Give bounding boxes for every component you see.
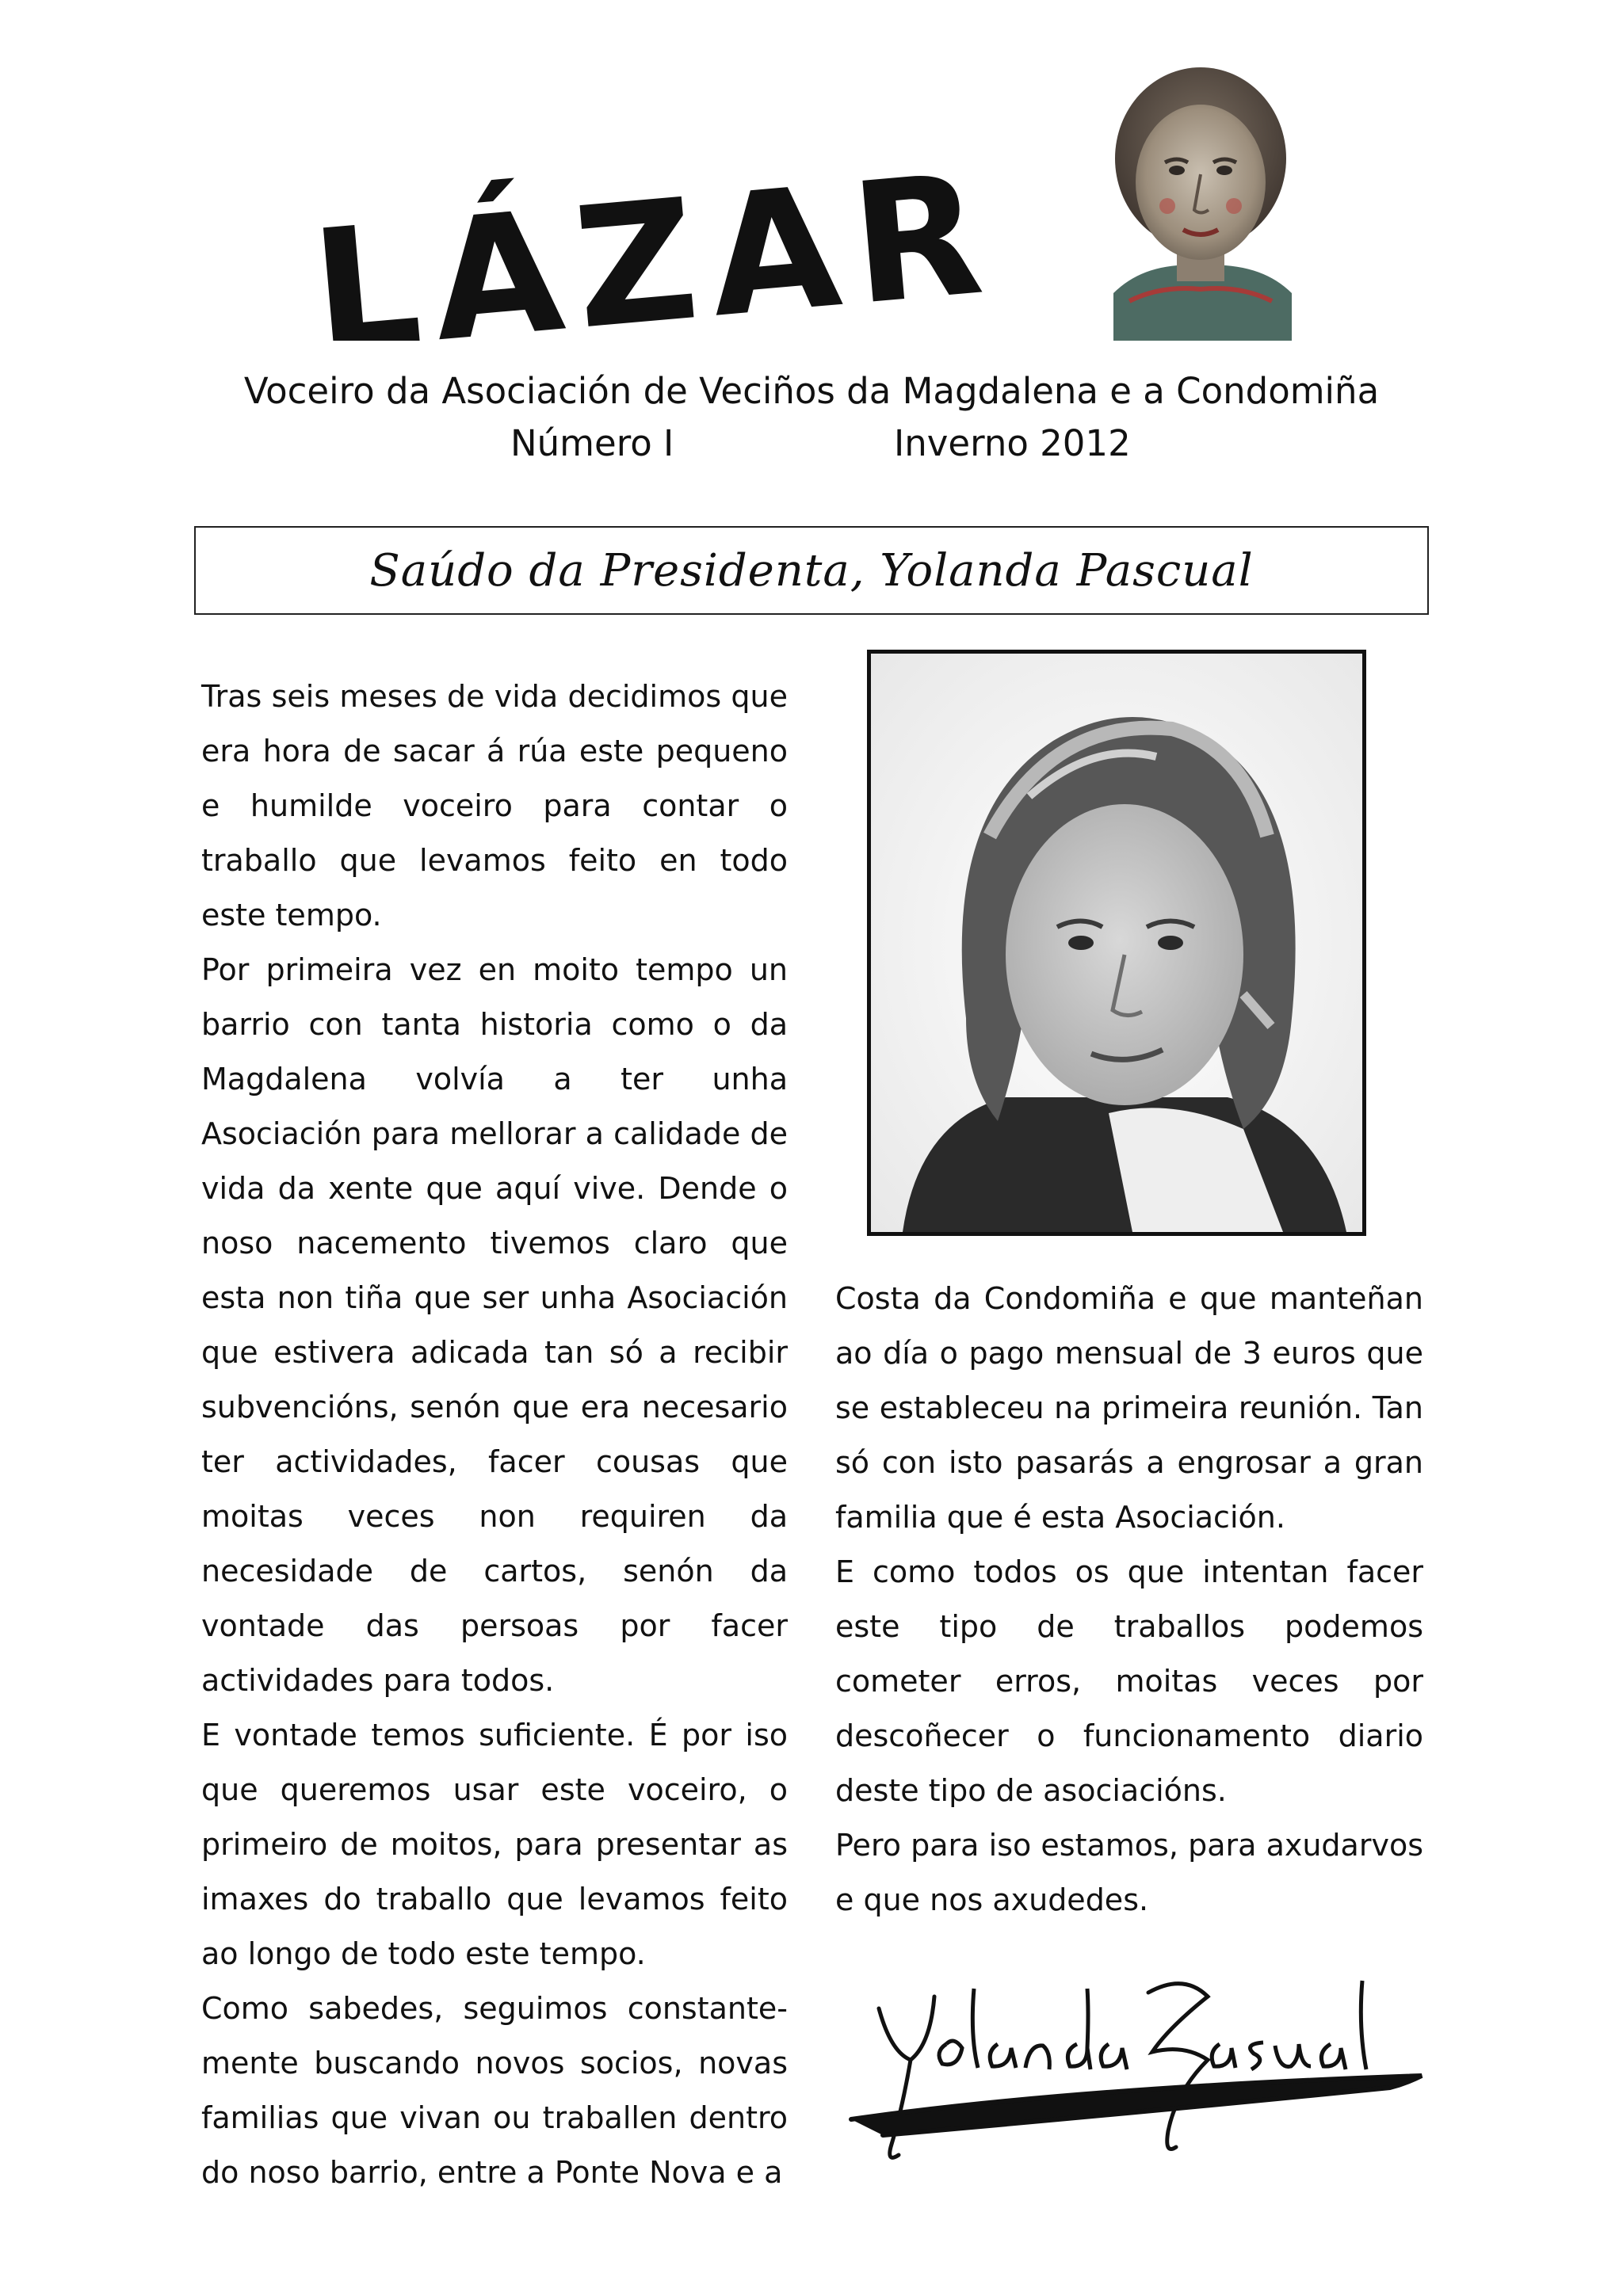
article-paragraph: Pero para iso estamos, para axudarvos e que nos axudedes. [835,1828,1423,1917]
article-column-right [835,1272,1423,1928]
article-paragraph: Tras seis meses de vida decidimos que era hora de sacar á rúa este pequeno e humilde voceiro para contar o traballo que levamos feito en todo este tempo. [201,679,788,933]
president-signature [835,1933,1438,2171]
article-paragraph: E como todos os que intentan facer este tipo de traballos podemos cometer erros, moitas veces por descoñecer o funcionamento diario deste tipo de asociacións. [835,1554,1423,1808]
article-paragraph: E vontade temos suficiente. É por iso que queremos usar este voceiro, o primeiro de moitos, para presentar as imaxes do traballo que levamos feito ao longo de todo este tempo. [201,1718,788,1971]
article-heading: Saúdo da Presidenta, Yolanda Pascual [369,544,1254,597]
article-paragraph: Como sabedes, seguimos constante-mente buscando novos socios, novas familias que vivan ou traballen dentro do noso barrio, entre a Ponte Nova e a [201,1991,788,2190]
masthead-title-text: LÁZAR [305,158,1003,341]
masthead-title [305,158,1082,341]
masthead-logo [305,158,1082,341]
issue-number: Número I [510,422,674,464]
issue-season: Inverno 2012 [894,422,1131,464]
article-paragraph: Por primeira vez en moito tempo un barrio con tanta historia como o da Magdalena volvía a ter unha Asociación para mellorar a calidade de vida da xente que aquí vive. Dende o noso nacemento tivemos claro que esta non tiña que ser unha Asociación que estivera adicada tan só a recibir subvencións, senón que era necesario ter actividades, facer cousas que moitas veces non requiren da necesidade de cartos, senón da vontade das persoas por facer actividades para todos. [201,952,788,1698]
article-heading-box [194,526,1429,615]
president-portrait-photo [867,650,1366,1236]
article-column-left [201,669,788,2200]
masthead-subtitle: Voceiro da Asociación de Veciños da Magdalena e a Condomiña [243,370,1380,412]
article-paragraph: Costa da Condomiña e que manteñan ao día o pago mensual de 3 euros que se estableceu na primeira reunión. Tan só con isto pasarás a engrosar a gran familia que é esta Asociación. [835,1281,1423,1535]
statue-head-image [1098,63,1304,341]
